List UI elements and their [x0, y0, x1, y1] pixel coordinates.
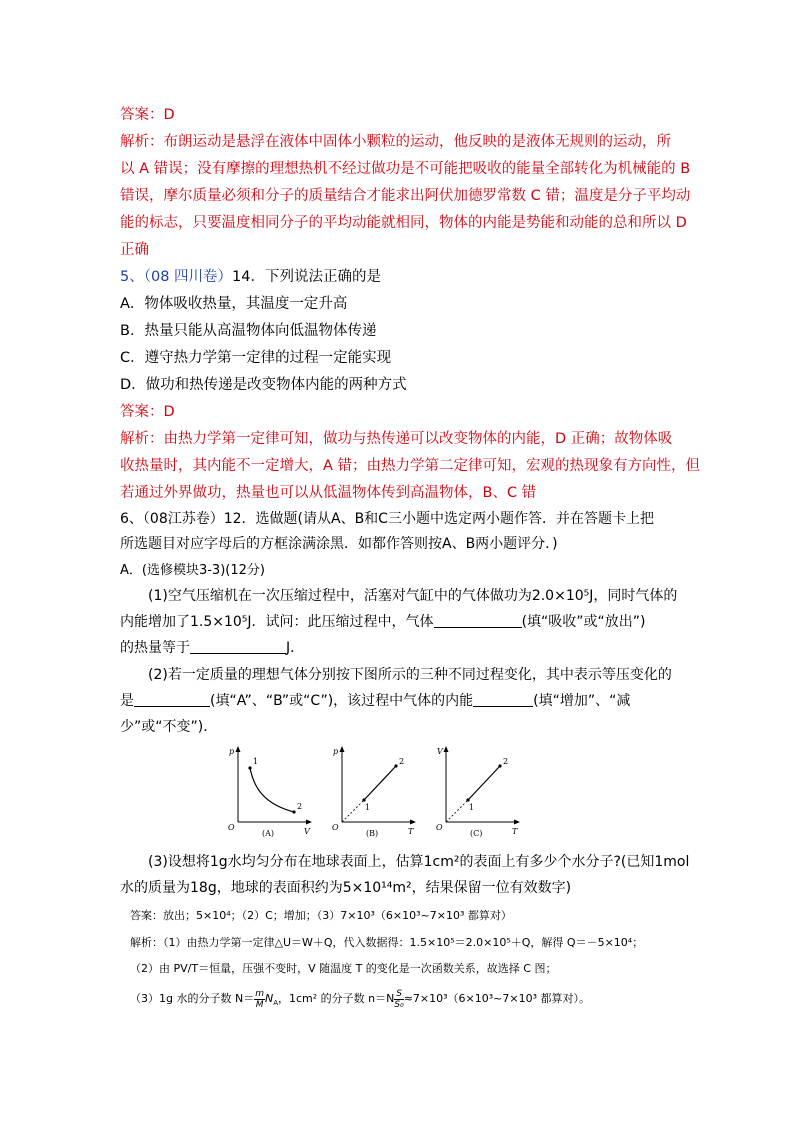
q5-option-c: C．遵守热力学第一定律的过程一定能实现 [120, 350, 392, 366]
x-axis-label: V [304, 827, 310, 836]
q6-analysis-line [130, 986, 590, 1016]
q6-module: A．(选修模块3-3)(12分) [120, 563, 265, 578]
q6-intro: 所选题目对应字母后的方框涂满涂黑．如都作答则按A、B两小题评分．) [120, 536, 558, 552]
point-1-label: 1 [253, 757, 259, 766]
figure-a [228, 746, 312, 838]
point-2-label: 2 [503, 757, 509, 766]
fraction-s-over-s0 [394, 989, 403, 1010]
q6-answer: 答案：放出；5×10⁴；（2）C；增加；（3）7×10³（6×10³~7×10³ 都算对） [130, 909, 512, 922]
q6-part1-line: (1)空气压缩机在一次压缩过程中，活塞对气缸中的气体做功为2.0×10⁵J，同时气体的 [148, 588, 678, 604]
avogadro-symbol: N [264, 992, 274, 1005]
q5-stem: 14．下列说法正确的是 [232, 269, 381, 285]
q4-analysis-line: 错误，摩尔质量必须和分子的质量结合才能求出阿伏加德罗常数 C 错；温度是分子平均动 [120, 188, 691, 204]
analysis-text: ≈7×10³（6×10³~7×10³ 都算对）。 [403, 992, 591, 1005]
answer-blank[interactable] [434, 613, 522, 628]
q6-part3-line: 水的质量为18g，地球的表面积约为5×10¹⁴m²，结果保留一位有效数字) [120, 880, 572, 896]
q6-part2-line: (2)若一定质量的理想气体分别按下图所示的三种不同过程变化，其中表示等压变化的 [148, 667, 672, 683]
fraction-numerator: m [255, 988, 264, 999]
point-1-label: 1 [469, 803, 475, 812]
fraction-m-over-m [254, 989, 265, 1010]
point-2-label: 2 [399, 757, 405, 766]
q5-option-b: B．热量只能从高温物体向低温物体传递 [120, 323, 377, 339]
q5-answer: 答案：D [120, 404, 175, 420]
origin-label: O [332, 823, 339, 832]
q6-part2-line: 少”或“不变”)． [120, 719, 218, 735]
answer-blank[interactable] [134, 692, 210, 707]
avogadro-subscript: A [273, 999, 279, 1008]
q6-part1-text: 的热量等于 [120, 640, 190, 656]
x-axis-label: T [512, 827, 518, 836]
fraction-numerator: S [396, 988, 402, 999]
q5-source: （08 四川卷） [143, 269, 233, 285]
q6-part2-text: 是 [120, 693, 134, 709]
q6-part3-line: (3)设想将1g水均匀分布在地球表面上，估算1cm²的表面上有多少个水分子?(已知1mol [148, 854, 690, 870]
q6-analysis-line: 解析：（1）由热力学第一定律△U＝W＋Q，代入数据得：1.5×10⁵＝2.0×10⁵＋Q，解得 Q＝－5×10⁴； [130, 936, 644, 949]
q5-analysis-line: 解析：由热力学第一定律可知，做功与热传递可以改变物体的内能，D 正确；故物体吸 [120, 431, 673, 447]
fraction-denominator: S₀ [394, 999, 404, 1010]
q6-part1-text: J． [286, 640, 305, 656]
q5-analysis-line: 收热量时，其内能不一定增大，A 错；由热力学第二定律可知，宏观的热现象有方向性，但 [120, 458, 701, 474]
figure-b [332, 746, 416, 838]
y-axis-label: V [437, 747, 443, 756]
q4-analysis-line: 解析：布朗运动是悬浮在液体中固体小颗粒的运动，他反映的是液体无规则的运动，所 [120, 134, 671, 150]
q5-option-d: D．做功和热传递是改变物体内能的两种方式 [120, 377, 407, 393]
figure-caption: (B) [366, 829, 379, 838]
q4-analysis-line: 以 A 错误；没有摩擦的理想热机不经过做功是不可能把吸收的能量全部转化为机械能的 B [120, 161, 691, 177]
q6-part2-text: (填“增加”、“减 [533, 693, 631, 709]
q6-intro: 6、（08江苏卷）12．选做题(请从A、B和C三小题中选定两小题作答．并在答题卡上把 [120, 511, 654, 527]
q6-analysis-line: （2）由 PV/T＝恒量，压强不变时，V 随温度 T 的变化是一次函数关系，故选择 C 图； [130, 962, 557, 975]
fraction-denominator: M [255, 999, 264, 1010]
q6-part1-line [120, 613, 646, 631]
figure-c [436, 746, 520, 838]
origin-label: O [436, 823, 443, 832]
q4-analysis-line: 正确 [120, 242, 149, 258]
q6-part1-text: 内能增加了1.5×10⁵J．试问：此压缩过程中，气体 [120, 614, 434, 630]
figure-caption: (A) [262, 829, 275, 838]
point-1-label: 1 [365, 803, 371, 812]
q5-header [120, 268, 381, 286]
q6-part2-text: (填“A”、“B”或“C”)，该过程中气体的内能 [210, 693, 474, 709]
y-axis-label: p [229, 747, 235, 756]
q4-answer: 答案：D [120, 107, 175, 123]
figure-caption: (C) [470, 829, 483, 838]
q5-number: 5、 [120, 269, 144, 285]
y-axis-label: p [333, 747, 339, 756]
point-2-label: 2 [297, 802, 303, 811]
origin-label: O [228, 823, 235, 832]
q5-option-a: A．物体吸收热量，其温度一定升高 [120, 296, 348, 312]
q6-part1-text: (填“吸收”或“放出”) [521, 614, 646, 630]
q5-analysis-line: 若通过外界做功，热量也可以从低温物体传到高温物体，B、C 错 [120, 485, 537, 501]
q6-part2-line [120, 692, 630, 710]
answer-blank[interactable] [190, 639, 286, 654]
q4-analysis-line: 能的标志，只要温度相同分子的平均动能就相同，物体的内能是势能和动能的总和所以 D [120, 215, 687, 231]
q6-part1-line [120, 639, 304, 657]
answer-blank[interactable] [473, 692, 533, 707]
x-axis-label: T [408, 827, 414, 836]
analysis-text: ，1cm² 的分子数 n＝N [278, 992, 395, 1005]
analysis-text: （3）1g 水的分子数 N＝ [130, 992, 255, 1005]
